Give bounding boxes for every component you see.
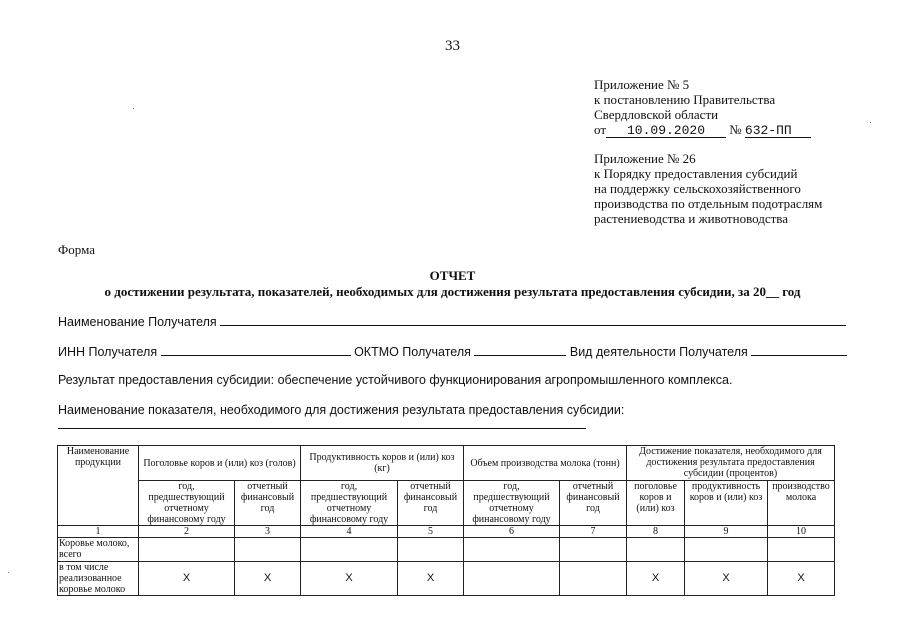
report-subtitle: о достижении результата, показателей, необходимых для достижения результата предоставления субсидии, за 20__ год	[104, 284, 801, 299]
not-applicable-mark: Х	[627, 562, 685, 596]
header-milk-volume: Объем производства молока (тонн)	[464, 446, 627, 481]
not-applicable-mark: Х	[301, 562, 398, 596]
scan-speck	[133, 108, 134, 109]
report-title: ОТЧЕТ	[429, 268, 476, 283]
col-number: 3	[235, 526, 301, 538]
appendix-5-line2: к постановлению Правительства	[594, 92, 776, 107]
data-cell[interactable]	[139, 538, 235, 562]
header-product: Наименование продукции	[58, 446, 139, 526]
data-cell[interactable]	[398, 538, 464, 562]
not-applicable-mark: Х	[235, 562, 301, 596]
table-row	[58, 562, 835, 596]
col-number: 2	[139, 526, 235, 538]
result-text: Результат предоставления субсидии: обеспечение устойчивого функционирования агропромышленного комплекса.	[58, 373, 733, 387]
col-number: 1	[58, 526, 139, 538]
appendix-26-block	[594, 151, 822, 226]
appendix-5-block	[594, 77, 811, 138]
not-applicable-mark: Х	[398, 562, 464, 596]
indicator-field[interactable]	[58, 428, 586, 429]
header-achievement: Достижение показателя, необходимого для достижения результата предоставления субсидии (процентов)	[627, 446, 835, 481]
subheader-prev-year: год, предшествующий отчетному финансовому году	[464, 481, 560, 526]
page-number: 33	[445, 38, 460, 54]
subheader-current-year: отчетный финансовый год	[398, 481, 464, 526]
header-productivity: Продуктивность коров и (или) коз (кг)	[301, 446, 464, 481]
appendix-5-title: Приложение № 5	[594, 77, 690, 92]
col-number: 6	[464, 526, 560, 538]
not-applicable-mark: Х	[139, 562, 235, 596]
col-number: 10	[768, 526, 835, 538]
table-row	[58, 538, 835, 562]
activity-field[interactable]	[751, 344, 847, 356]
data-cell[interactable]	[560, 538, 627, 562]
activity-label: Вид деятельности Получателя	[569, 345, 748, 359]
appendix-26-line4: производства по отдельным подотраслям	[594, 196, 823, 211]
decree-number: 632-ПП	[745, 124, 811, 138]
inn-field[interactable]	[161, 344, 351, 356]
not-applicable-mark: Х	[685, 562, 768, 596]
decree-date: 10.09.2020	[606, 124, 726, 138]
col-number: 5	[398, 526, 464, 538]
appendix-5-line3: Свердловской области	[594, 107, 719, 122]
codes-row	[58, 344, 847, 359]
recipient-name-field[interactable]	[220, 314, 846, 326]
oktmo-label: ОКТМО Получателя	[354, 345, 471, 359]
data-cell[interactable]	[235, 538, 301, 562]
column-number-row	[58, 526, 835, 538]
data-cell[interactable]	[768, 538, 835, 562]
recipient-name-row	[58, 314, 846, 329]
oktmo-field[interactable]	[474, 344, 566, 356]
subheader-productivity: продуктивность коров и (или) коз	[685, 481, 768, 526]
not-applicable-mark: Х	[768, 562, 835, 596]
appendix-26-title: Приложение № 26	[594, 151, 696, 166]
data-cell[interactable]	[301, 538, 398, 562]
col-number: 8	[627, 526, 685, 538]
row-label-sold-milk: в том числе реализованное коровье молоко	[58, 562, 139, 596]
appendix-26-line3: на поддержку сельскохозяйственного	[594, 181, 801, 196]
data-cell[interactable]	[464, 538, 560, 562]
row-label-total-milk: Коровье молоко, всего	[58, 538, 139, 562]
data-cell[interactable]	[627, 538, 685, 562]
col-number: 4	[301, 526, 398, 538]
appendix-26-line2: к Порядку предоставления субсидий	[594, 166, 798, 181]
number-prefix: №	[729, 122, 742, 137]
inn-label: ИНН Получателя	[58, 345, 158, 359]
recipient-name-label: Наименование Получателя	[58, 315, 217, 329]
subheader-prev-year: год, предшествующий отчетному финансовому году	[139, 481, 235, 526]
data-cell[interactable]	[464, 562, 560, 596]
form-label: Форма	[58, 242, 95, 257]
scan-speck	[8, 572, 9, 573]
appendix-5-date-line	[594, 122, 811, 138]
data-cell[interactable]	[685, 538, 768, 562]
subheader-livestock: поголовье коров и (или) коз	[627, 481, 685, 526]
data-cell[interactable]	[560, 562, 627, 596]
col-number: 9	[685, 526, 768, 538]
header-livestock: Поголовье коров и (или) коз (голов)	[139, 446, 301, 481]
subheader-milk: производство молока	[768, 481, 835, 526]
appendix-26-line5: растениеводства и животноводства	[594, 211, 789, 226]
indicator-label: Наименование показателя, необходимого для достижения результата предоставления субсидии:	[58, 403, 625, 417]
date-prefix: от	[594, 122, 607, 137]
subheader-current-year: отчетный финансовый год	[560, 481, 627, 526]
col-number: 7	[560, 526, 627, 538]
scan-speck	[870, 122, 871, 123]
report-table	[57, 445, 835, 596]
subheader-current-year: отчетный финансовый год	[235, 481, 301, 526]
subheader-prev-year: год, предшествующий отчетному финансовому году	[301, 481, 398, 526]
